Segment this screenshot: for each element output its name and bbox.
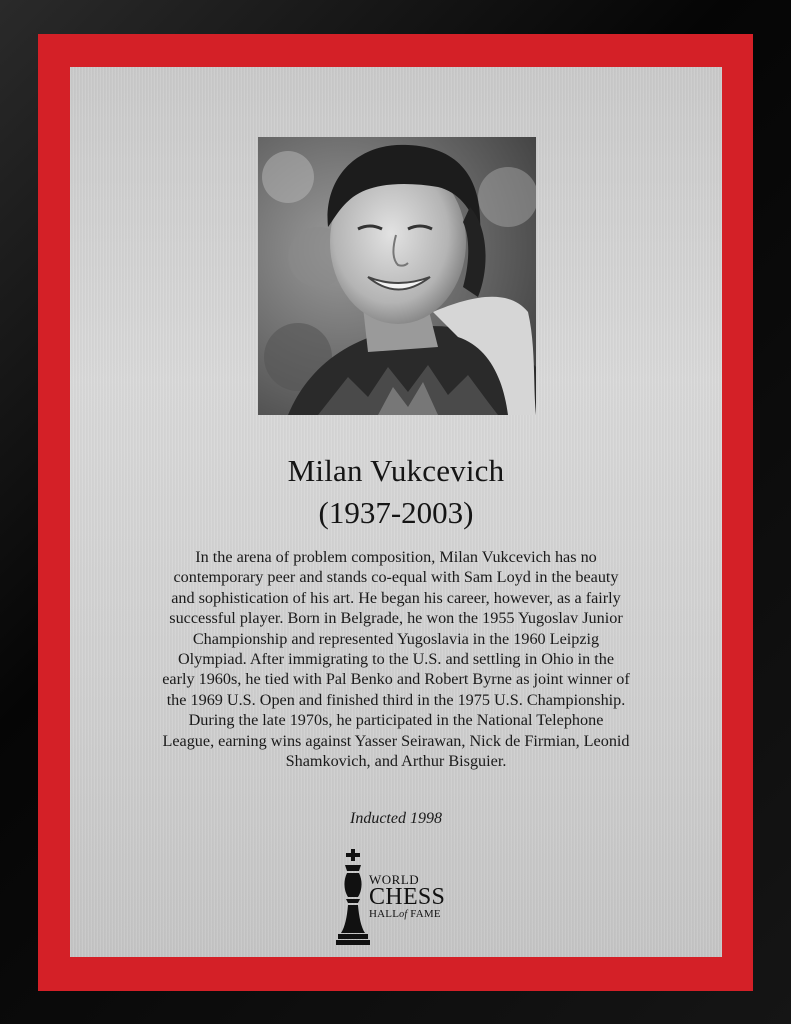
logo-hall-of-fame-text <box>369 909 445 920</box>
bio-line: In the arena of problem composition, Milan Vukcevich has no <box>195 548 597 566</box>
world-chess-hall-of-fame-logo <box>335 847 465 947</box>
logo-of-word: of <box>399 909 408 920</box>
logo-world-text: WORLD <box>369 872 420 887</box>
bio-line: the 1969 U.S. Open and finished third in the 1975 U.S. Championship. <box>166 690 626 709</box>
bio-line: successful player. Born in Belgrade, he won the 1955 Yugoslav Junior <box>169 609 623 628</box>
chess-king-icon <box>333 847 373 947</box>
bio-line: During the late 1970s, he participated in the National Telephone <box>188 711 604 730</box>
bio-line: Championship and represented Yugoslavia in the 1960 Leipzig <box>192 629 600 648</box>
inductee-biography <box>106 547 686 771</box>
portrait-photo <box>258 137 536 415</box>
bio-line: contemporary peer and stands co-equal with Sam Loyd in the beauty <box>173 568 619 587</box>
bio-line: Olympiad. After immigrating to the U.S. and settling in Ohio in the <box>177 650 615 669</box>
inducted-year: Inducted 1998 <box>350 810 442 827</box>
bio-line: and sophistication of his art. He began his career, however, as a fairly <box>171 588 621 607</box>
inductee-name: Milan Vukcevich <box>287 453 505 488</box>
bio-line: early 1960s, he tied with Pal Benko and Robert Byrne as joint winner of <box>162 670 630 689</box>
inductee-years: (1937-2003) <box>318 495 474 530</box>
bio-line: League, earning wins against Yasser Seirawan, Nick de Firmian, Leonid <box>162 731 630 750</box>
bio-line: Shamkovich, and Arthur Bisguier. <box>285 752 507 771</box>
plaque-plate <box>70 67 722 957</box>
logo-chess-text: CHESS <box>369 884 446 910</box>
logo-hall-word: HALL <box>369 908 400 920</box>
logo-fame-word: FAME <box>410 908 441 920</box>
